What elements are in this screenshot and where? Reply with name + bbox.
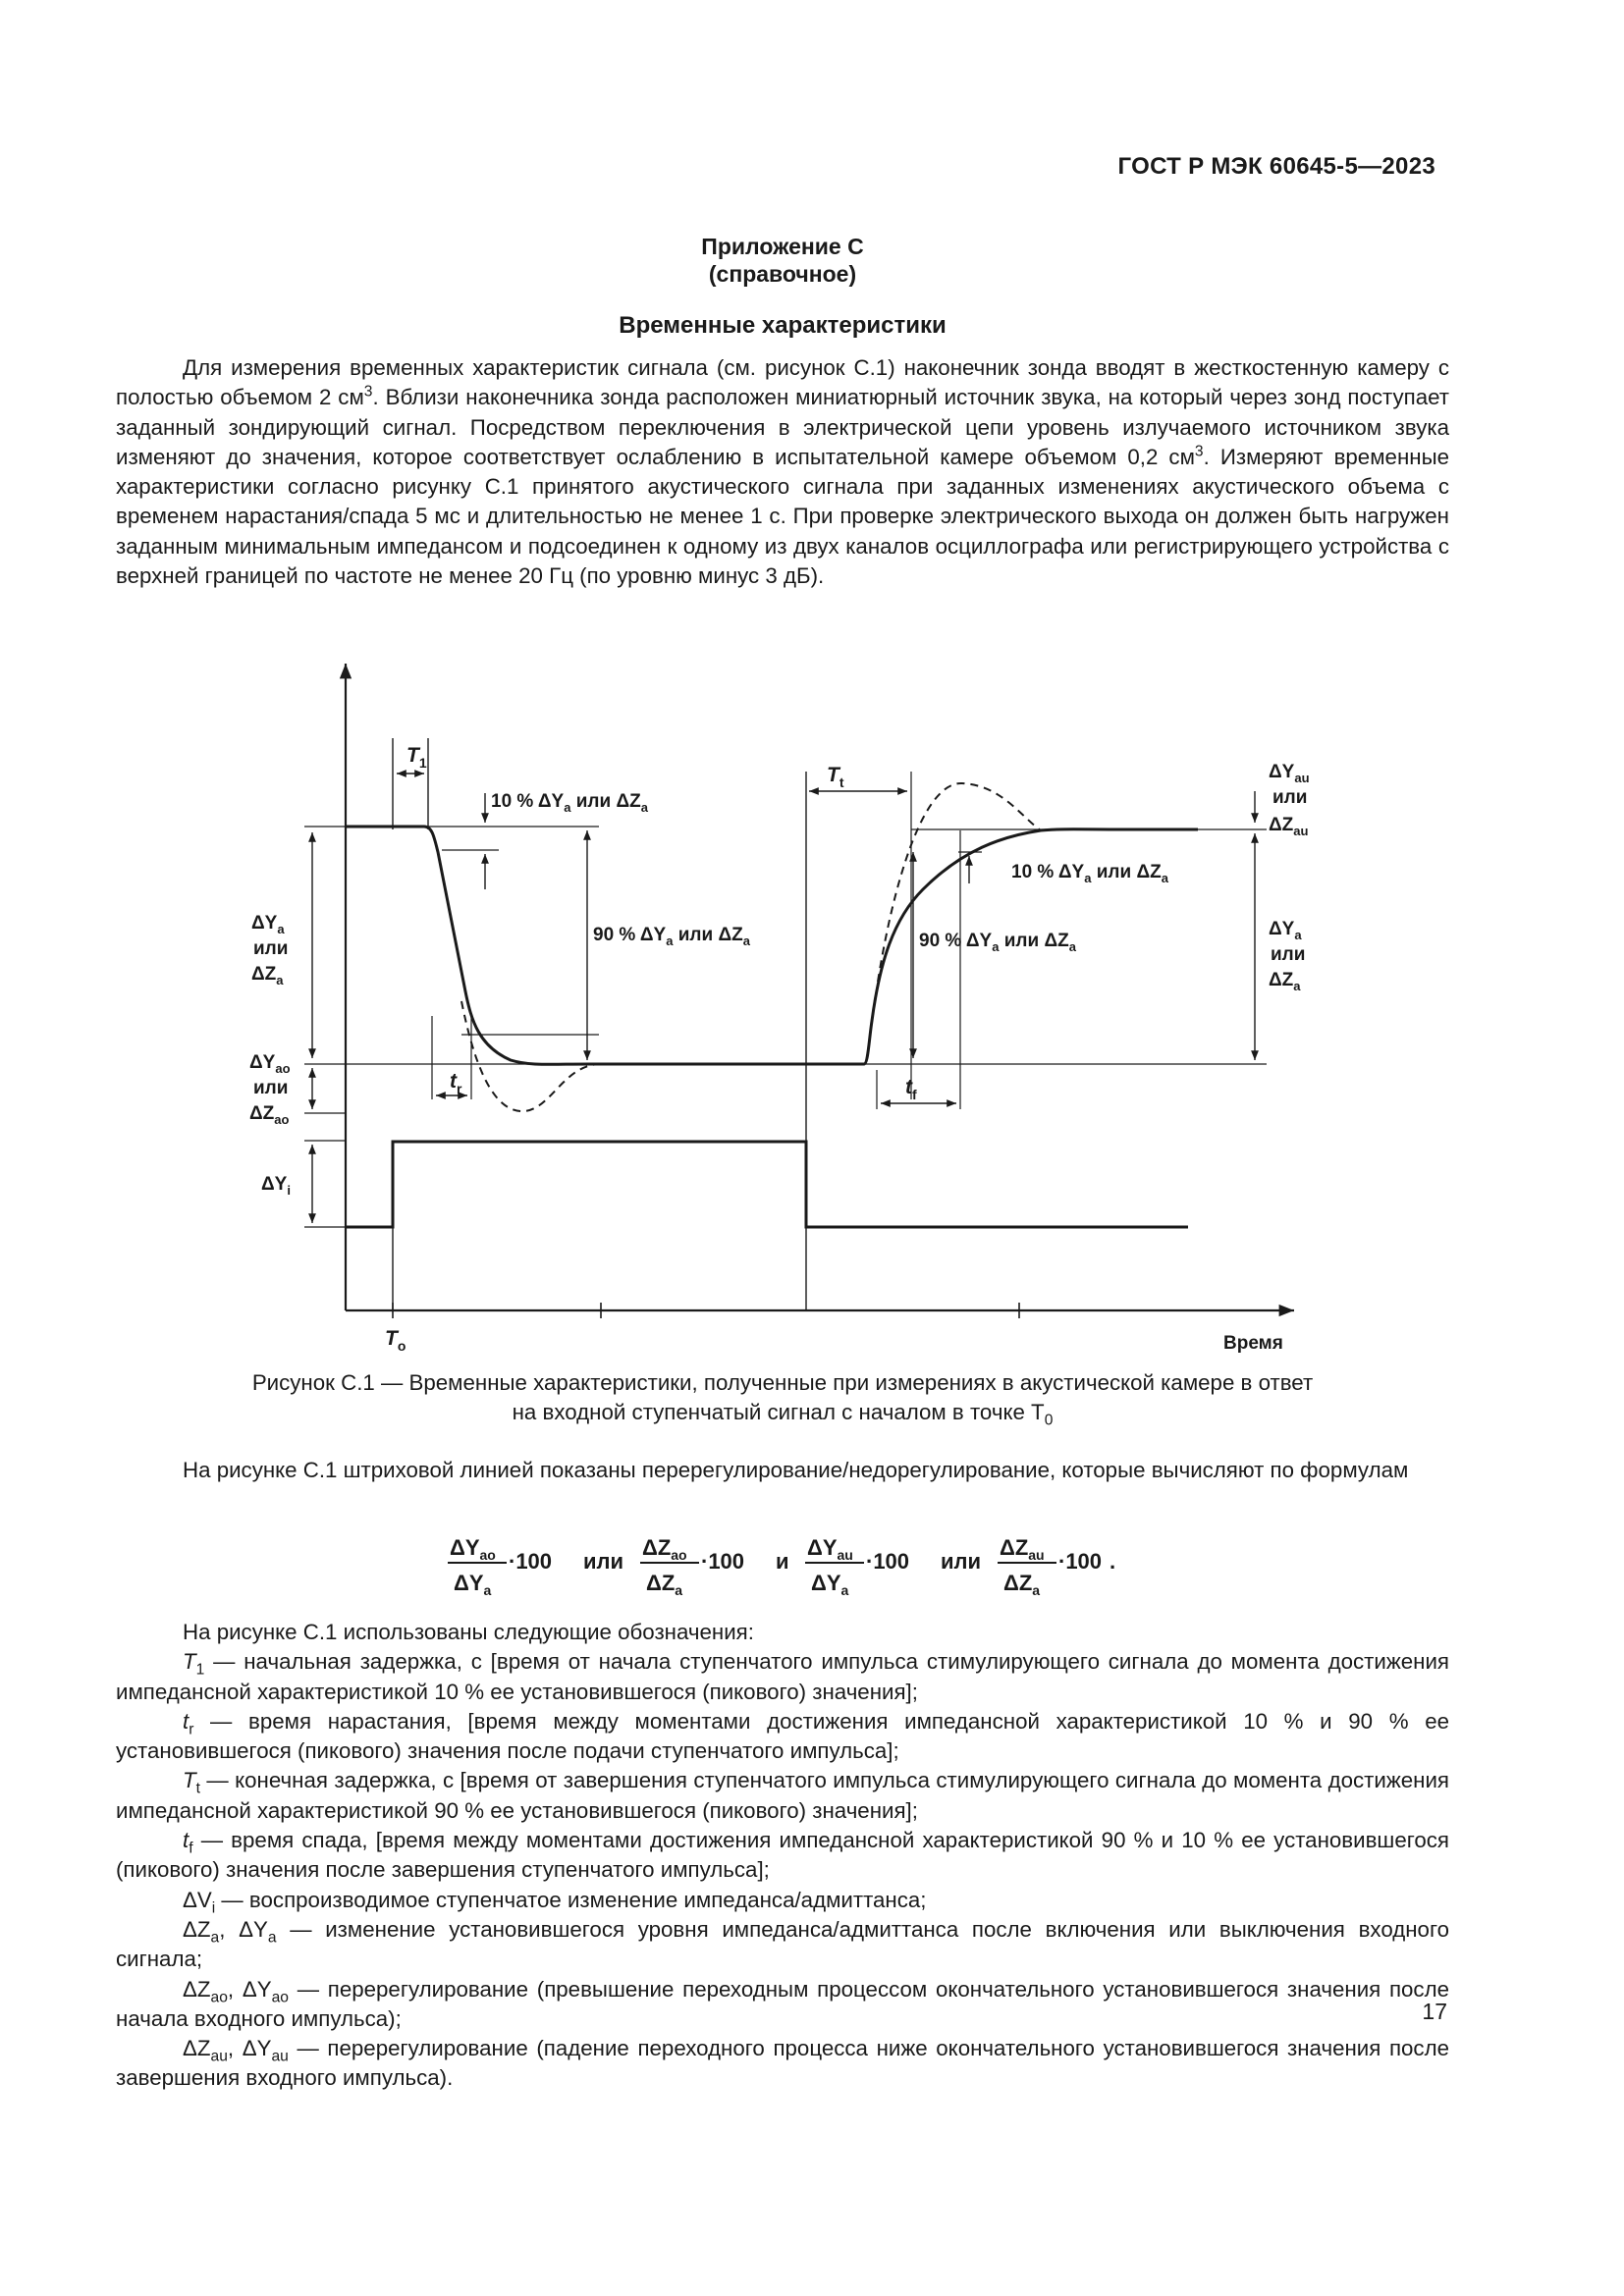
- label-dya-right: $\Delta Y_a$: [1269, 919, 1302, 942]
- def-tt: $T_t$ — конечная задержка, с [время от завершения ступенчатого импульса стимулирующего сигнала до момента достижения импедансной характеристикой 90 % ее установившегося (пикового) значения];: [116, 1768, 1449, 1823]
- svg-text:ΔYau: $\Delta Y_{au}$: [807, 1535, 853, 1563]
- step-signal: [346, 1142, 1188, 1227]
- section-title: Временные характеристики: [619, 312, 947, 339]
- appendix-title: Приложение C: [701, 234, 864, 259]
- svg-text:или: или: [583, 1549, 624, 1574]
- label-10-right: 10 % $\Delta Y_a$ или $\Delta Z_a$: [1011, 862, 1168, 885]
- appendix-subtitle: (справочное): [708, 261, 857, 287]
- svg-text:ΔYao: $\Delta Y_{ao}$: [450, 1535, 496, 1563]
- label-tt: $T_t$: [827, 764, 844, 790]
- def-t1: $T_1$ — начальная задержка, с [время от начала ступенчатого импульса стимулирующего сигнала до момента достижения импедансной характеристикой 10 % ее установившегося (пикового) значения];: [116, 1649, 1449, 1704]
- label-or-ao: или: [253, 1078, 289, 1098]
- svg-text:и: и: [776, 1549, 789, 1574]
- svg-text:или: или: [941, 1549, 982, 1574]
- svg-text:ΔYa: $\Delta Y_a$: [454, 1571, 492, 1598]
- label-time: Время: [1223, 1333, 1283, 1354]
- figure-caption: Рисунок C.1 — Временные характеристики, полученные при измерениях в акустической камере в ответ на входной ступенчатый сигнал с началом в точке $T_0$: [251, 1370, 1314, 1429]
- label-dzao: $\Delta Z_{ao}$: [249, 1103, 290, 1127]
- label-dza-left: $\Delta Z_a$: [251, 964, 284, 988]
- label-or-right: или: [1271, 944, 1306, 965]
- svg-text:·100: ·100: [1058, 1549, 1103, 1574]
- label-dzau: $\Delta Z_{au}$: [1269, 815, 1309, 838]
- defs-intro: На рисунке C.1 использованы следующие обозначения:: [183, 1620, 754, 1644]
- label-dya-left: $\Delta Y_a$: [251, 913, 285, 936]
- definitions-list: [116, 1618, 1449, 2094]
- svg-text:·100: ·100: [509, 1549, 553, 1574]
- def-dzao: $\Delta Z_{ao}$, $\Delta Y_{ao}$ — перерегулирование (превышение переходным процессом окончательного установившегося значения после начала входного импульса);: [116, 1976, 1449, 2031]
- standard-code: ГОСТ Р МЭК 60645-5—2023: [1117, 153, 1435, 180]
- label-90-right: 90 % $\Delta Y_a$ или $\Delta Z_a$: [919, 931, 1076, 954]
- overshoot-formula: [442, 1523, 1129, 1602]
- label-or-au: или: [1272, 787, 1308, 808]
- label-tf: $t_f$: [905, 1076, 917, 1102]
- label-or-left: или: [253, 938, 289, 959]
- label-dyau: $\Delta Y_{au}$: [1269, 762, 1310, 785]
- label-10-left: 10 % $\Delta Y_a$ или $\Delta Z_a$: [491, 791, 648, 815]
- figure-c1: [232, 640, 1341, 1366]
- label-dza-right: $\Delta Z_a$: [1269, 970, 1301, 993]
- label-dyi: $\Delta Y_i$: [261, 1174, 291, 1198]
- svg-text:·100: ·100: [701, 1549, 745, 1574]
- svg-text:·100: ·100: [866, 1549, 910, 1574]
- def-dzau: $\Delta Z_{au}$, $\Delta Y_{au}$ — перерегулирование (падение переходного процесса ниже окончательного установившегося значения после завершения входного импульса).: [116, 2036, 1449, 2091]
- intro-paragraph: Для измерения временных характеристик сигнала (см. рисунок C.1) наконечник зонда вводят в жесткостенную камеру с полостью объемом 2 $см^3$. Вблизи наконечника зонда расположен миниатюрный источник звука, на который через зонд поступает заданный зондирующий сигнал. Посредством переключения в электрической цепи уровень излучаемого источником звука изменяют до значения, которое соответствует ослаблению в испытательной камере объемом 0,2 $см^3$. Измеряют временные характеристики согласно рисунку C.1 принятого акустического сигнала при заданных изменениях акустического объема с временем нарастания/спада 5 мс и длительностью не менее 1 с. При проверке электрического выхода он должен быть нагружен заданным минимальным импедансом и подсоединен к одному из двух каналов осциллографа или регистрирующего устройства с верхней границей по частоте не менее 20 Гц (по уровню минус 3 дБ).: [116, 355, 1449, 589]
- def-tf: $t_f$ — время спада, [время между моментами достижения импедансной характеристикой 90 % и 10 % ее установившегося (пикового) значения после завершения ступенчатого импульса];: [116, 1828, 1449, 1883]
- label-dyao: $\Delta Y_{ao}$: [249, 1052, 291, 1076]
- label-90-left: 90 % $\Delta Y_a$ или $\Delta Z_a$: [593, 925, 750, 948]
- overshoot-curve: [461, 1001, 599, 1111]
- label-t1: $T_1$: [406, 744, 427, 771]
- def-dza: $\Delta Z_a$, $\Delta Y_a$ — изменение установившегося уровня импеданса/адмиттанса после включения или выключения входного сигнала;: [116, 1916, 1449, 1972]
- svg-text:ΔZa: $\Delta Z_a$: [1003, 1571, 1041, 1598]
- svg-text:ΔZau: $\Delta Z_{au}$: [1000, 1535, 1045, 1563]
- def-tr: $t_r$ — время нарастания, [время между моментами достижения импедансной характеристикой 10 % и 90 % ее установившегося (пикового) значения после подачи ступенчатого импульса];: [116, 1708, 1449, 1764]
- page-number: 17: [1422, 1999, 1447, 2024]
- label-tr: $t_r$: [450, 1070, 462, 1096]
- def-dvi: $\Delta V_i$ — воспроизводимое ступенчатое изменение импеданса/адмиттанса;: [183, 1887, 927, 1917]
- shading-paragraph: На рисунке C.1 штриховой линией показаны перерегулирование/недорегулирование, которые вычисляют по формулам: [183, 1458, 1409, 1482]
- svg-text:.: .: [1110, 1549, 1116, 1574]
- svg-text:ΔZa: $\Delta Z_a$: [646, 1571, 683, 1598]
- label-t0: $T_o$: [385, 1327, 406, 1354]
- svg-text:ΔZao: $\Delta Z_{ao}$: [642, 1535, 687, 1563]
- svg-text:ΔYa: $\Delta Y_a$: [811, 1571, 849, 1598]
